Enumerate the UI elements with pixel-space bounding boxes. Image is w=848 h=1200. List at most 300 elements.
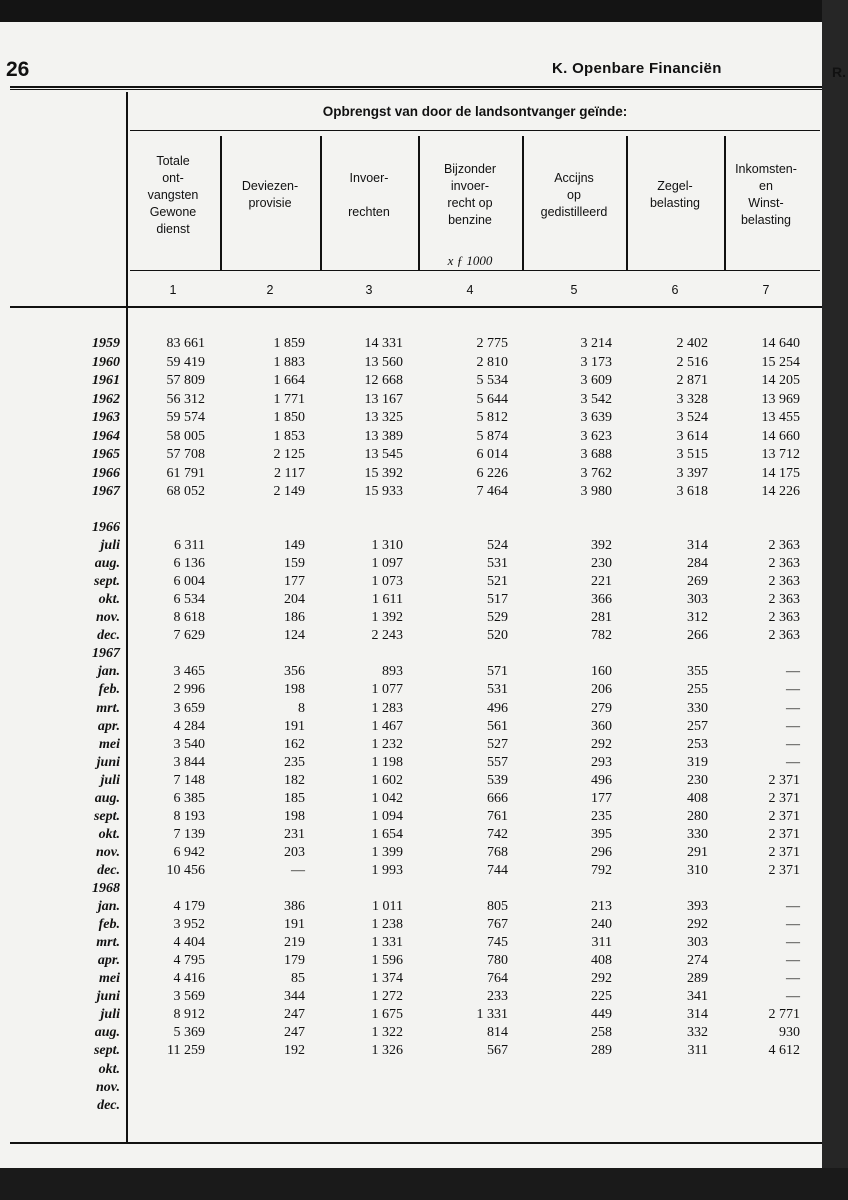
table-cell: 1 374 [371, 971, 403, 987]
table-cell: 805 [487, 899, 508, 915]
table-cell: 1 859 [273, 336, 305, 351]
table-cell: 311 [687, 1043, 708, 1059]
row-label: 1965 [92, 447, 120, 462]
column-number-6: 6 [671, 283, 679, 297]
table-cell: 3 618 [676, 484, 708, 499]
table-cell: 57 809 [166, 373, 205, 388]
table-cell: 149 [284, 538, 305, 554]
table-cell: 14 205 [761, 373, 800, 388]
table-cell: 5 534 [476, 373, 508, 388]
table-cell: 529 [487, 610, 508, 626]
table-cell: 14 660 [761, 428, 800, 444]
table-cell: 59 574 [166, 410, 205, 425]
table-cell: 3 173 [580, 354, 612, 370]
table-cell: 314 [687, 1007, 708, 1023]
row-label: 1961 [92, 373, 120, 388]
column-header-3: Invoer- rechten [348, 170, 390, 219]
table-cell: 13 560 [364, 354, 403, 370]
table-cell: 1 399 [371, 844, 403, 860]
header-bottom-rule [10, 306, 822, 308]
table-cell: 2 371 [768, 808, 800, 824]
table-cell: 496 [591, 772, 612, 788]
table-cell: 330 [687, 700, 708, 716]
table-cell: 764 [487, 971, 508, 987]
table-cell: 557 [487, 754, 508, 770]
table-cell: — [786, 754, 800, 770]
page-right-edge [822, 0, 848, 1200]
table-cell: 1 011 [372, 899, 403, 915]
table-cell: 4 416 [173, 971, 205, 987]
table-cell: 8 912 [173, 1007, 205, 1023]
table-cell: 408 [591, 953, 612, 969]
table-cell: — [786, 664, 800, 680]
table-cell: 159 [284, 556, 305, 572]
table-cell: 1 326 [371, 1043, 403, 1059]
row-label: dec. [97, 862, 120, 878]
table-cell: 312 [687, 610, 708, 626]
table-cell: 539 [487, 772, 508, 788]
table-cell: 344 [284, 989, 305, 1005]
row-label: sept. [93, 574, 120, 590]
table-cell: 274 [687, 953, 708, 969]
table-cell: 13 712 [761, 447, 800, 462]
table-cell: 517 [487, 592, 508, 608]
table-cell: 3 515 [676, 447, 708, 462]
table-cell: 520 [487, 628, 508, 644]
table-cell: 449 [591, 1007, 612, 1023]
table-cell: 289 [687, 971, 708, 987]
row-label: nov. [96, 610, 120, 626]
table-cell: 1 993 [371, 862, 403, 878]
table-cell: 13 325 [364, 410, 403, 425]
column-header-5: Accijns op gedistilleerd [540, 170, 608, 219]
table-cell: 2 243 [371, 628, 403, 644]
running-head: K. Openbare Financiën [552, 60, 722, 77]
table-cell: 219 [284, 935, 305, 951]
table-cell: 6 136 [173, 556, 205, 572]
table-cell: 745 [487, 935, 508, 951]
next-page-letter: R. [832, 64, 846, 80]
table-cell: 2 871 [676, 373, 708, 388]
table-cell: 1 883 [273, 354, 305, 370]
table-cell: 2 996 [173, 682, 205, 698]
row-label: juli [100, 538, 120, 554]
row-label: 1966 [92, 465, 120, 481]
table-cell: 2 371 [768, 844, 800, 860]
table-cell: 57 708 [166, 447, 205, 462]
table-cell: 56 312 [166, 391, 205, 407]
table-cell: 124 [284, 628, 305, 644]
table-cell: 2 771 [768, 1007, 800, 1023]
top-rule-double [10, 89, 822, 90]
table-cell: 2 775 [476, 336, 508, 351]
table-cell: 744 [487, 862, 508, 878]
table-cell: — [786, 935, 800, 951]
table-cell: 5 812 [476, 410, 508, 425]
table-cell: 58 005 [166, 428, 205, 444]
table-cell: 293 [591, 754, 612, 770]
table-cell: 291 [687, 844, 708, 860]
table-cell: 85 [291, 971, 305, 987]
table-cell: 792 [591, 862, 612, 878]
table-cell: 1 272 [371, 989, 403, 1005]
table-cell: 83 661 [166, 336, 205, 351]
table-cell: — [786, 953, 800, 969]
table-cell: 235 [284, 754, 305, 770]
table-cell: 15 933 [364, 484, 403, 499]
table-cell: 2 149 [273, 484, 305, 499]
table-cell: 4 404 [173, 935, 205, 951]
row-label: 1968 [92, 881, 120, 896]
table-cell: 360 [591, 718, 612, 734]
table-cell: 7 629 [173, 628, 205, 644]
table-cell: 561 [487, 718, 508, 734]
table-cell: 1 077 [371, 682, 403, 698]
table-cell: 742 [487, 826, 508, 842]
table-cell: 355 [687, 664, 708, 680]
row-label: mrt. [96, 935, 120, 951]
table-cell: 6 385 [173, 790, 205, 806]
table-cell: 5 874 [476, 428, 508, 444]
table-cell: 255 [687, 682, 708, 698]
table-cell: 182 [284, 772, 305, 788]
table-cell: 1 853 [273, 428, 305, 444]
table-cell: 281 [591, 610, 612, 626]
table-cell: 68 052 [166, 484, 205, 499]
table-cell: 1 467 [371, 718, 403, 734]
group-title: Opbrengst van door de landsontvanger geïnde: [322, 104, 628, 119]
table-cell: 314 [687, 538, 708, 554]
top-rule [10, 86, 822, 88]
table-cell: — [786, 971, 800, 987]
table-cell: 198 [284, 682, 305, 698]
table-cell: 6 004 [173, 574, 205, 590]
table-cell: 5 369 [173, 1025, 205, 1041]
table-cell: 292 [591, 971, 612, 987]
row-label: 1967 [92, 646, 120, 662]
table-cell: 266 [687, 628, 708, 644]
row-label: nov. [96, 1079, 120, 1095]
table-cell: 12 668 [364, 373, 403, 388]
table-cell: 531 [487, 556, 508, 572]
table-cell: 531 [487, 682, 508, 698]
table-cell: 15 254 [761, 354, 800, 370]
table-cell: — [786, 736, 800, 752]
row-label: mei [99, 736, 120, 752]
table-cell: 3 540 [173, 736, 205, 752]
table-cell: 1 238 [371, 917, 403, 933]
column-header-2: Deviezen- provisie [241, 179, 299, 210]
table-cell: 3 980 [580, 484, 612, 499]
table-cell: 1 331 [476, 1007, 508, 1023]
table-cell: 14 175 [761, 465, 800, 481]
table-cell: 3 762 [580, 465, 612, 481]
row-label: aug. [94, 1025, 120, 1041]
table-cell: 3 614 [676, 428, 708, 444]
row-label: juni [96, 989, 120, 1005]
table-cell: 1 097 [371, 556, 403, 572]
table-cell: 303 [687, 935, 708, 951]
table-cell: — [786, 989, 800, 1005]
row-label: jan. [97, 899, 120, 915]
unit-label: x ƒ 1000 [447, 253, 493, 268]
table-cell: 814 [487, 1025, 508, 1041]
table-cell: 258 [591, 1025, 612, 1041]
table-cell: 185 [284, 790, 305, 806]
column-header-7: Inkomsten- en Winst- belasting [735, 162, 797, 227]
table-cell: 4 284 [173, 718, 205, 734]
table-cell: 1 602 [371, 772, 403, 788]
table-cell: 386 [284, 899, 305, 915]
table-cell: 191 [284, 718, 305, 734]
table-cell: 330 [687, 826, 708, 842]
table-cell: 225 [591, 989, 612, 1005]
row-label: 1967 [92, 484, 120, 499]
row-label: mei [99, 971, 120, 987]
table-cell: 213 [591, 899, 612, 915]
page-number: 26 [6, 58, 30, 81]
column-number-7: 7 [762, 283, 770, 297]
table-cell: 1 042 [371, 790, 403, 806]
table-cell: 3 397 [676, 465, 708, 481]
table-cell: 1 198 [371, 754, 403, 770]
table-cell: 3 659 [173, 700, 205, 716]
table-cell: 191 [284, 917, 305, 933]
table-cell: 3 569 [173, 989, 205, 1005]
table-cell: 179 [284, 953, 305, 969]
table-cell: 1 073 [371, 574, 403, 590]
page-bottom-edge [0, 1168, 848, 1200]
table-cell: 1 611 [372, 592, 403, 608]
table-cell: 13 545 [364, 447, 403, 462]
table-cell: 289 [591, 1043, 612, 1059]
table-cell: 2 363 [768, 556, 800, 572]
table-cell: — [786, 917, 800, 933]
page-top-edge [0, 0, 848, 22]
table-cell: 1 331 [371, 935, 403, 951]
table-cell: 2 810 [476, 354, 508, 370]
table-cell: 257 [687, 718, 708, 734]
table-cell: 341 [687, 989, 708, 1005]
row-label: 1963 [92, 410, 120, 425]
table-cell: — [786, 682, 800, 698]
table-cell: 2 516 [676, 354, 708, 370]
table-cell: 4 795 [173, 953, 205, 969]
table-cell: 393 [687, 899, 708, 915]
table-cell: 767 [487, 917, 508, 933]
table-cell: 1 771 [273, 391, 305, 407]
row-label: dec. [97, 628, 120, 644]
table-cell: — [786, 718, 800, 734]
column-header-4: Bijzonder invoer- recht op benzine [443, 162, 497, 227]
column-number-1: 1 [169, 283, 177, 297]
row-label: aug. [94, 556, 120, 572]
table-cell: 7 148 [173, 772, 205, 788]
table-cell: 2 371 [768, 790, 800, 806]
table-cell: 6 534 [173, 592, 205, 608]
table-cell: 8 618 [173, 610, 205, 626]
table-cell: 6 226 [476, 465, 508, 481]
column-header-1: Totale ont- vangsten Gewone dienst [147, 153, 199, 236]
table-cell: 8 [298, 700, 305, 716]
table-cell: 496 [487, 700, 508, 716]
table-cell: 235 [591, 808, 612, 824]
table-cell: 59 419 [166, 354, 205, 370]
table-cell: 206 [591, 682, 612, 698]
table-cell: 203 [284, 844, 305, 860]
row-label: juli [100, 772, 120, 788]
table-cell: 14 226 [761, 484, 800, 499]
table-cell: 303 [687, 592, 708, 608]
table-cell: 319 [687, 754, 708, 770]
table-cell: 61 791 [166, 465, 205, 481]
table-cell: 311 [591, 935, 612, 951]
table-cell: 231 [284, 826, 305, 842]
table-cell: 162 [284, 736, 305, 752]
table-cell: 233 [487, 989, 508, 1005]
table-cell: 3 639 [580, 410, 612, 425]
row-label: juni [96, 754, 120, 770]
table-cell: 2 371 [768, 772, 800, 788]
table-cell: 3 328 [676, 391, 708, 407]
table-cell: 521 [487, 574, 508, 590]
group-rule [130, 130, 820, 131]
table-cell: 221 [591, 574, 612, 590]
table-cell: 280 [687, 808, 708, 824]
table-cell: 15 392 [364, 465, 403, 481]
unit-rule [130, 270, 820, 271]
row-label: okt. [98, 826, 120, 842]
row-label: jan. [97, 664, 120, 680]
table-cell: 13 167 [364, 391, 403, 407]
table-cell: 2 117 [274, 465, 305, 481]
table-cell: 1 392 [371, 610, 403, 626]
column-number-2: 2 [266, 283, 274, 297]
table-cell: 247 [284, 1025, 305, 1041]
table-cell: 177 [591, 790, 612, 806]
table-cell: 247 [284, 1007, 305, 1023]
row-label: 1960 [92, 354, 120, 370]
table-cell: 2 371 [768, 862, 800, 878]
row-label: sept. [93, 808, 120, 824]
table-cell: 1 232 [371, 736, 403, 752]
row-label: mrt. [96, 700, 120, 716]
table-cell: 177 [284, 574, 305, 590]
table-cell: 527 [487, 736, 508, 752]
table-cell: 1 322 [371, 1025, 403, 1041]
table-cell: 5 644 [476, 391, 508, 407]
table-cell: 761 [487, 808, 508, 824]
table-cell: — [291, 862, 305, 878]
table-cell: 571 [487, 664, 508, 680]
table-cell: 4 179 [173, 899, 205, 915]
table-cell: 1 283 [371, 700, 403, 716]
table-cell: 240 [591, 917, 612, 933]
bottom-rule [10, 1142, 822, 1144]
table-cell: 1 310 [371, 538, 403, 554]
column-number-5: 5 [570, 283, 578, 297]
table-cell: 3 214 [580, 336, 612, 351]
table-cell: 3 609 [580, 373, 612, 388]
row-label: 1959 [92, 336, 120, 351]
table-cell: 1 850 [273, 410, 305, 425]
table-cell: 356 [284, 664, 305, 680]
table-cell: 6 311 [174, 538, 205, 554]
row-label: feb. [98, 682, 120, 698]
row-label: 1962 [92, 391, 120, 407]
table-cell: 408 [687, 790, 708, 806]
table-cell: 204 [284, 592, 305, 608]
table-cell: 6 014 [476, 447, 508, 462]
table-cell: 3 844 [173, 754, 205, 770]
table-cell: 893 [382, 664, 403, 680]
table-cell: 192 [284, 1043, 305, 1059]
table-cell: 269 [687, 574, 708, 590]
row-label: apr. [97, 953, 120, 969]
table-cell: 392 [591, 538, 612, 554]
table-cell: 2 402 [676, 336, 708, 351]
row-label: sept. [93, 1043, 120, 1059]
column-header-6: Zegel- belasting [649, 179, 701, 210]
table-cell: 198 [284, 808, 305, 824]
table-cell: 160 [591, 664, 612, 680]
table-cell: 2 363 [768, 592, 800, 608]
table-cell: 1 664 [273, 373, 305, 388]
table-cell: 253 [687, 736, 708, 752]
table-cell: 1 675 [371, 1007, 403, 1023]
table-cell: 780 [487, 953, 508, 969]
table-cell: 8 193 [173, 808, 205, 824]
table-cell: — [786, 899, 800, 915]
row-label: okt. [98, 592, 120, 608]
table-cell: 13 455 [761, 410, 800, 425]
row-label: apr. [97, 718, 120, 734]
table-cell: 366 [591, 592, 612, 608]
table-cell: 14 640 [761, 336, 800, 351]
table-cell: 310 [687, 862, 708, 878]
table-cell: 10 456 [166, 862, 205, 878]
table-cell: 13 389 [364, 428, 403, 444]
row-label: dec. [97, 1097, 120, 1113]
table-cell: 279 [591, 700, 612, 716]
column-number-3: 3 [365, 283, 373, 297]
table-cell: 284 [687, 556, 708, 572]
table-cell: 3 688 [580, 447, 612, 462]
row-label: juli [100, 1007, 120, 1023]
table-cell: 296 [591, 844, 612, 860]
table-cell: 3 623 [580, 428, 612, 444]
table-cell: 930 [779, 1025, 800, 1041]
table-cell: 7 139 [173, 826, 205, 842]
table-cell: 3 542 [580, 391, 612, 407]
row-label: aug. [94, 790, 120, 806]
table-cell: 230 [591, 556, 612, 572]
table-cell: 2 363 [768, 610, 800, 626]
table-cell: 3 524 [676, 410, 708, 425]
table-cell: 292 [687, 917, 708, 933]
row-label: nov. [96, 844, 120, 860]
row-label: feb. [98, 917, 120, 933]
row-label: 1966 [92, 520, 120, 535]
table-cell: 13 969 [761, 391, 800, 407]
table-cell: 7 464 [476, 484, 508, 499]
row-label: 1964 [92, 428, 120, 444]
table-cell: 782 [591, 628, 612, 644]
table-cell: 11 259 [167, 1043, 205, 1059]
table-cell: 768 [487, 844, 508, 860]
table-cell: 6 942 [173, 844, 205, 860]
table-cell: — [786, 700, 800, 716]
